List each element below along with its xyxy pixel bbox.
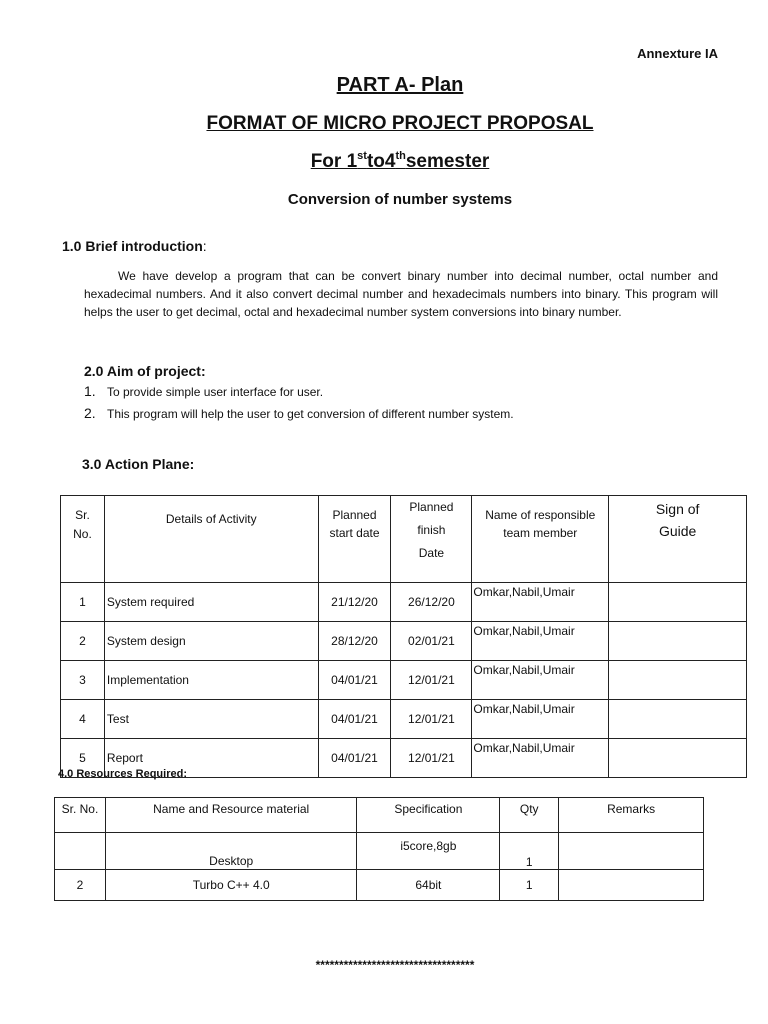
semester-sup-st: st [357, 150, 367, 162]
cell-member: Omkar,Nabil,Umair [472, 622, 609, 661]
table-header-row [55, 798, 704, 833]
cell-specification: i5core,8gb [357, 833, 500, 870]
cell-activity: Test [104, 700, 318, 739]
header-member: Name of responsible team member [472, 496, 609, 583]
cell-start: 28/12/20 [318, 622, 391, 661]
cell-start: 04/01/21 [318, 739, 391, 778]
cell-sign [609, 583, 747, 622]
aim-text: To provide simple user interface for user. [107, 385, 324, 399]
cell-sr: 2 [55, 870, 106, 901]
header-sign: Sign of Guide [609, 496, 747, 583]
section-intro-colon: : [202, 238, 207, 254]
section-intro-heading [62, 238, 207, 254]
cell-resource-name: Desktop [105, 833, 357, 870]
footer-stars: ********************************** [315, 958, 475, 972]
section-intro-title: 1.0 Brief introduction [62, 238, 203, 254]
cell-member: Omkar,Nabil,Umair [472, 739, 609, 778]
cell-resource-name: Turbo C++ 4.0 [105, 870, 357, 901]
cell-start: 04/01/21 [318, 700, 391, 739]
semester-prefix: For 1 [310, 151, 358, 172]
section-aim-heading: 2.0 Aim of project: [84, 363, 206, 379]
header-sr: Sr. No. [61, 496, 105, 583]
cell-member: Omkar,Nabil,Umair [472, 661, 609, 700]
aim-item [84, 405, 514, 421]
table-row [61, 622, 747, 661]
header-specification: Specification [357, 798, 500, 833]
cell-sr: 3 [61, 661, 105, 700]
table-row [61, 583, 747, 622]
header-sr-no: Sr. No. [55, 798, 106, 833]
heading-semester [0, 150, 768, 173]
cell-sr: 5 [61, 739, 105, 778]
cell-finish: 12/01/21 [391, 661, 472, 700]
section-resources-heading: 4.0 Resources Required: [58, 768, 187, 780]
aim-number: 1. [84, 383, 96, 399]
header-qty: Qty [500, 798, 559, 833]
cell-sign [609, 739, 747, 778]
cell-remarks [559, 870, 704, 901]
cell-qty: 1 [500, 833, 559, 870]
cell-sign [609, 700, 747, 739]
table-row [61, 661, 747, 700]
cell-sr: 1 [61, 583, 105, 622]
cell-sr [55, 833, 106, 870]
cell-sign [609, 622, 747, 661]
cell-finish: 26/12/20 [391, 583, 472, 622]
cell-activity: System design [104, 622, 318, 661]
heading-part: PART A- Plan [336, 74, 464, 96]
cell-specification: 64bit [357, 870, 500, 901]
header-details: Details of Activity [104, 496, 318, 583]
table-header-row [61, 496, 747, 583]
table-row [55, 870, 704, 901]
cell-member: Omkar,Nabil,Umair [472, 700, 609, 739]
intro-paragraph: We have develop a program that can be convert binary number into decimal number, octal number and hexadecimal numbers. And it also convert decimal number and hexadecimals numbers into binary. This program will helps the user to get decimal, octal and hexadecimal number system conversions into binary number. [84, 269, 718, 319]
header-finish-date: Planned finish Date [391, 496, 472, 583]
header-start-date: Planned start date [318, 496, 391, 583]
semester-suffix: semester [405, 151, 490, 172]
cell-start: 04/01/21 [318, 661, 391, 700]
cell-sign [609, 661, 747, 700]
semester-mid: to4 [366, 151, 396, 172]
header-remarks: Remarks [559, 798, 704, 833]
cell-member: Omkar,Nabil,Umair [472, 583, 609, 622]
table-row [61, 700, 747, 739]
cell-activity: System required [104, 583, 318, 622]
cell-activity: Report [104, 739, 318, 778]
cell-activity: Implementation [104, 661, 318, 700]
cell-qty: 1 [500, 870, 559, 901]
heading-format: FORMAT OF MICRO PROJECT PROPOSAL [206, 113, 594, 134]
cell-finish: 12/01/21 [391, 700, 472, 739]
annexure-label: Annexture IA [637, 46, 718, 61]
cell-finish: 02/01/21 [391, 622, 472, 661]
cell-finish: 12/01/21 [391, 739, 472, 778]
cell-remarks [559, 833, 704, 870]
resources-table [54, 797, 704, 901]
cell-sr: 4 [61, 700, 105, 739]
header-resource-name: Name and Resource material [105, 798, 357, 833]
action-plan-table [60, 495, 747, 778]
table-row [55, 833, 704, 870]
aim-text: This program will help the user to get conversion of different number system. [107, 407, 514, 421]
aim-number: 2. [84, 405, 96, 421]
semester-sup-th: th [395, 150, 406, 162]
project-title: Conversion of number systems [287, 191, 513, 208]
cell-start: 21/12/20 [318, 583, 391, 622]
aim-item [84, 383, 323, 399]
cell-sr: 2 [61, 622, 105, 661]
section-action-plan-heading: 3.0 Action Plane: [82, 456, 195, 472]
